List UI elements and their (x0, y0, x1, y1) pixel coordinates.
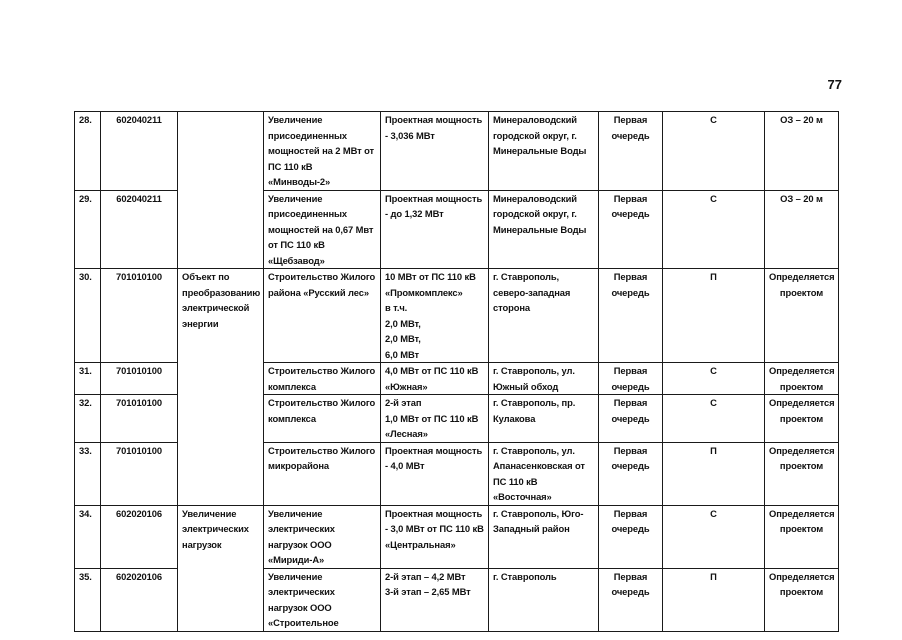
row-number: 33. (75, 442, 101, 505)
protection-zone: ОЗ – 20 м (765, 112, 839, 191)
protection-zone: Определяется проектом (765, 505, 839, 568)
object-capacity: Проектная мощность - 3,0 МВт от ПС 110 кВ «Центральная» (381, 505, 489, 568)
object-location: г. Ставрополь, пр. Кулакова (489, 395, 599, 443)
protection-zone: Определяется проектом (765, 363, 839, 395)
protection-zone: Определяется проектом (765, 568, 839, 631)
object-code: 602040211 (101, 190, 178, 269)
object-stage: Первая очередь (599, 190, 663, 269)
object-stage: Первая очередь (599, 505, 663, 568)
object-capacity: 4,0 МВт от ПС 110 кВ «Южная» (381, 363, 489, 395)
object-code: 701010100 (101, 395, 178, 443)
object-code: 701010100 (101, 269, 178, 363)
object-location: г. Ставрополь, ул. Апанасенковская от ПС 110 кВ «Восточная» (489, 442, 599, 505)
row-number: 35. (75, 568, 101, 631)
infrastructure-table (74, 111, 839, 632)
object-description: Увеличение электрических нагрузок ООО «Строительное (264, 568, 381, 631)
object-stage: Первая очередь (599, 363, 663, 395)
object-stage: Первая очередь (599, 442, 663, 505)
object-capacity: 2-й этап 1,0 МВт от ПС 110 кВ «Лесная» (381, 395, 489, 443)
object-location: г. Ставрополь (489, 568, 599, 631)
row-number: 32. (75, 395, 101, 443)
object-description: Строительство Жилого микрорайона (264, 442, 381, 505)
row-number: 28. (75, 112, 101, 191)
object-status: С (663, 395, 765, 443)
object-status: П (663, 568, 765, 631)
object-status: С (663, 505, 765, 568)
row-number: 30. (75, 269, 101, 363)
object-status: П (663, 442, 765, 505)
object-location: г. Ставрополь, Юго-Западный район (489, 505, 599, 568)
object-code: 602040211 (101, 112, 178, 191)
object-status: С (663, 363, 765, 395)
object-capacity: Проектная мощность - 3,036 МВт (381, 112, 489, 191)
protection-zone: Определяется проектом (765, 269, 839, 363)
object-type: Увеличение электрических нагрузок (178, 505, 264, 631)
object-stage: Первая очередь (599, 269, 663, 363)
object-location: г. Ставрополь, северо-западная сторона (489, 269, 599, 363)
object-status: П (663, 269, 765, 363)
object-type (178, 112, 264, 269)
object-type: Объект по преобразованию электрической энергии (178, 269, 264, 506)
object-description: Строительство Жилого комплекса (264, 363, 381, 395)
row-number: 34. (75, 505, 101, 568)
object-status: С (663, 190, 765, 269)
page-number: 77 (827, 77, 842, 92)
object-location: Минераловодский городской округ, г. Минеральные Воды (489, 112, 599, 191)
object-code: 602020106 (101, 505, 178, 568)
object-capacity: 2-й этап – 4,2 МВт 3-й этап – 2,65 МВт (381, 568, 489, 631)
object-code: 701010100 (101, 442, 178, 505)
object-stage: Первая очередь (599, 112, 663, 191)
object-code: 701010100 (101, 363, 178, 395)
table-row (75, 112, 839, 191)
object-location: Минераловодский городской округ, г. Минеральные Воды (489, 190, 599, 269)
table-row (75, 269, 839, 363)
object-description: Строительство Жилого комплекса (264, 395, 381, 443)
object-capacity: 10 МВт от ПС 110 кВ «Промкомплекс» в т.ч. 2,0 МВт, 2,0 МВт, 6,0 МВт (381, 269, 489, 363)
table-row (75, 505, 839, 568)
object-location: г. Ставрополь, ул. Южный обход (489, 363, 599, 395)
object-capacity: Проектная мощность - до 1,32 МВт (381, 190, 489, 269)
object-capacity: Проектная мощность - 4,0 МВт (381, 442, 489, 505)
protection-zone: ОЗ – 20 м (765, 190, 839, 269)
protection-zone: Определяется проектом (765, 442, 839, 505)
object-stage: Первая очередь (599, 568, 663, 631)
row-number: 31. (75, 363, 101, 395)
object-description: Увеличение присоединенных мощностей на 0,67 Мвт от ПС 110 кВ «Щебзавод» (264, 190, 381, 269)
object-description: Строительство Жилого района «Русский лес» (264, 269, 381, 363)
object-stage: Первая очередь (599, 395, 663, 443)
object-description: Увеличение присоединенных мощностей на 2 МВт от ПС 110 кВ «Минводы-2» (264, 112, 381, 191)
object-status: С (663, 112, 765, 191)
row-number: 29. (75, 190, 101, 269)
object-code: 602020106 (101, 568, 178, 631)
protection-zone: Определяется проектом (765, 395, 839, 443)
object-description: Увеличение электрических нагрузок ООО «Мириди-А» (264, 505, 381, 568)
